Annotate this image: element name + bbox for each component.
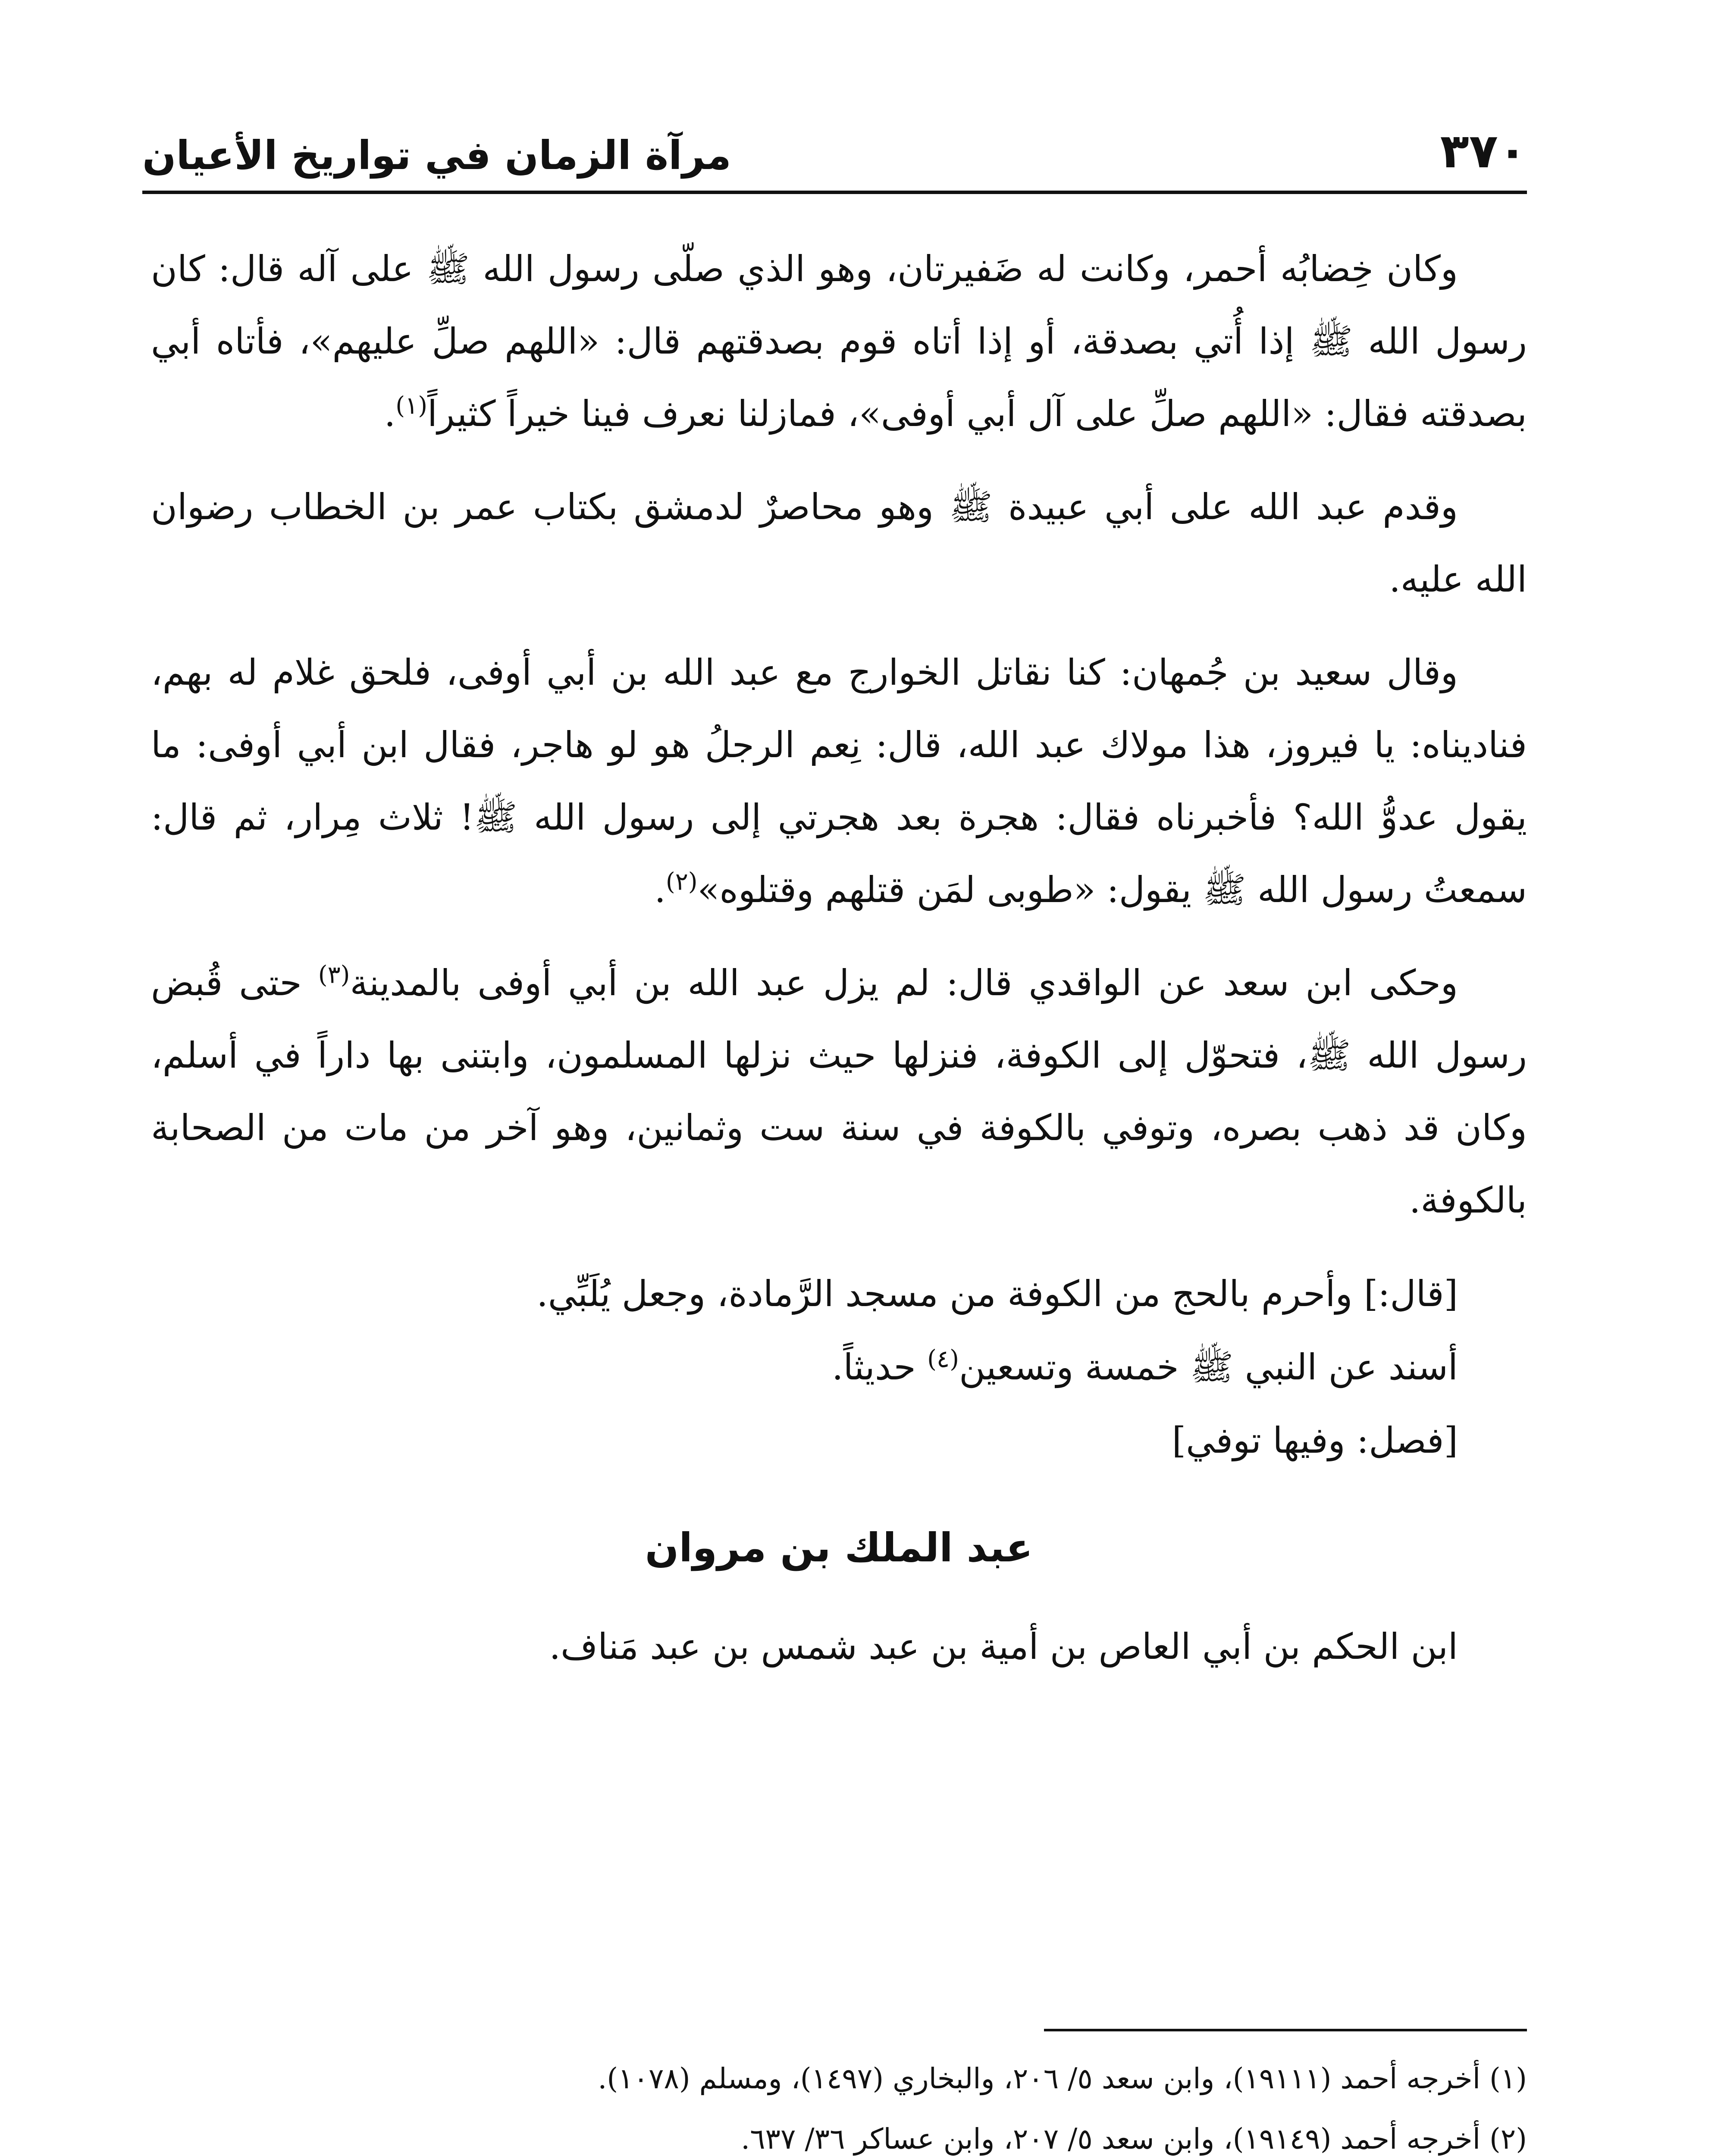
paragraph-3-end: . (654, 869, 666, 911)
hadith-count-text-before: أسند عن النبي ﷺ خمسة وتسعين (959, 1346, 1458, 1388)
section-heading: عبد الملك بن مروان (645, 1525, 1033, 1571)
paragraph-4 (151, 947, 1527, 1237)
footnote-divider (1044, 2029, 1527, 2031)
running-title: مرآة الزمان في تواريخ الأعيان (142, 132, 731, 179)
paragraph-1 (151, 233, 1527, 450)
paragraph-2-text: وقدم عبد الله على أبي عبيدة ﷺ وهو محاصرٌ لدمشق بكتاب عمر بن الخطاب رضوان الله عليه. (151, 486, 1527, 600)
footnote-2: (٢) أخرجه أحمد (١٩١٤٩)، وابن سعد ٥/ ٢٠٧، وابن عساكر ٣٦/ ٦٣٧. (741, 2122, 1527, 2156)
footnote-1: (١) أخرجه أحمد (١٩١١١)، وابن سعد ٥/ ٢٠٦، والبخاري (١٤٩٧)، ومسلم (١٠٧٨). (598, 2062, 1527, 2095)
footnote-ref-2[interactable]: (٢) (665, 868, 698, 896)
page-header (142, 125, 1527, 194)
paragraph-1-text: وكان خِضابُه أحمر، وكانت له ضَفيرتان، وهو الذي صلّى رسول الله ﷺ على آله قال: كان رسول الله ﷺ إذا أُتي بصدقة، أو إذا أتاه قوم بصدقتهم قال: «اللهم صلِّ عليهم»، فأتاه أبي بصدقته فقال: «اللهم صلِّ على آل أبي أوفى»، فمازلنا نعرف فينا خيراً كثيراً (151, 248, 1527, 435)
footnote-ref-4[interactable]: (٤) (927, 1345, 959, 1373)
paragraph-4-text-after: حتى قُبض رسول الله ﷺ، فتحوّل إلى الكوفة، فنزلها حيث نزلها المسلمون، وابتنى بها داراً في أسلم، وكان قد ذهب بصره، وتوفي بالكوفة في سنة ست وثمانين، وهو آخر من مات من الصحابة بالكوفة. (151, 962, 1527, 1221)
hadith-count-text-after: حديثاً. (832, 1346, 928, 1388)
hadith-count-line (151, 1331, 1527, 1404)
paragraph-3-text: وقال سعيد بن جُمهان: كنا نقاتل الخوارج مع عبد الله بن أبي أوفى، فلحق غلام له بهم، فناديناه: يا فيروز، هذا مولاك عبد الله، قال: نِعم الرجلُ هو لو هاجر، فقال ابن أبي أوفى: ما يقول عدوُّ الله؟ فأخبرناه فقال: هجرة بعد هجرتي إلى رسول الله ﷺ! ثلاث مِرار، ثم قال: سمعتُ رسول الله ﷺ يقول: «طوبى لمَن قتلهم وقتلوه» (151, 652, 1527, 911)
paragraph-3 (151, 636, 1527, 926)
footnote-ref-3[interactable]: (٣) (318, 961, 350, 989)
lineage-line: ابن الحكم بن أبي العاص بن أمية بن عبد شمس بن عبد مَناف. (549, 1626, 1458, 1667)
main-text (151, 233, 1527, 1683)
page-number: ٣٧٠ (1440, 123, 1527, 179)
footnote-ref-1[interactable]: (١) (395, 392, 428, 420)
section-marker: [فصل: وفيها توفي] (1172, 1420, 1458, 1461)
paragraph-1-end: . (384, 393, 396, 435)
paragraph-4-text-before: وحكى ابن سعد عن الواقدي قال: لم يزل عبد الله بن أبي أوفى بالمدينة (350, 962, 1458, 1004)
paragraph-2 (151, 471, 1527, 616)
footnotes (142, 2053, 1527, 2156)
hajj-line: [قال:] وأحرم بالحج من الكوفة من مسجد الرَّمادة، وجعل يُلَبِّي. (536, 1273, 1458, 1315)
